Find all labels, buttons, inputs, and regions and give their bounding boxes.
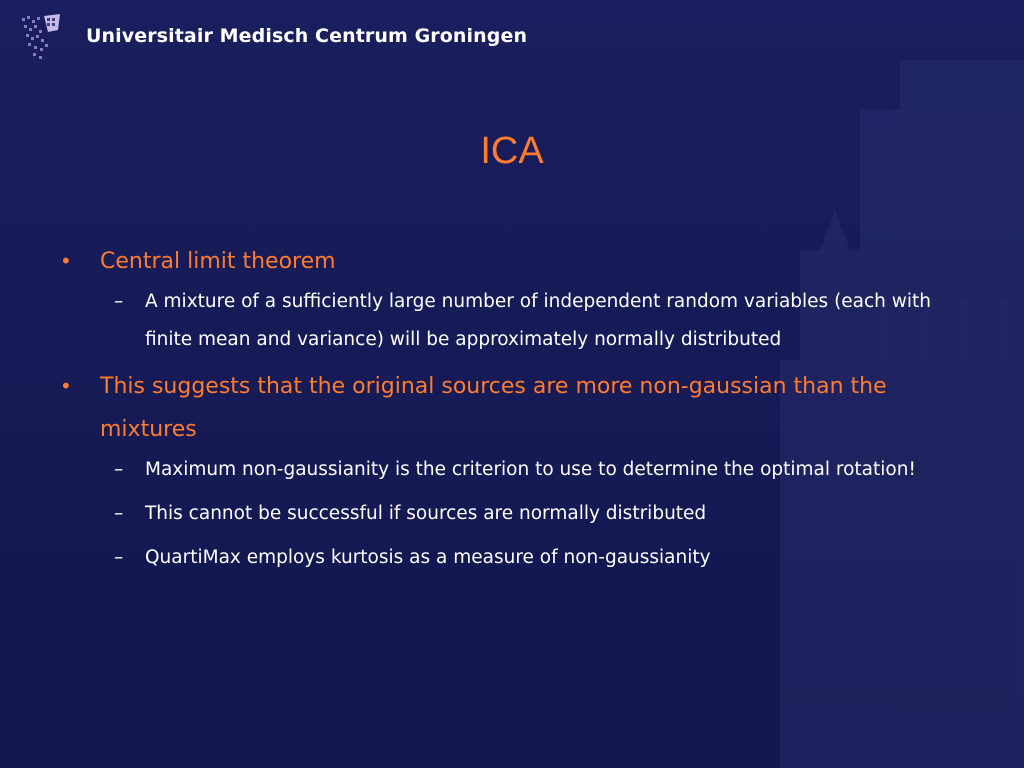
sub-bullet-item bbox=[60, 495, 940, 533]
bullet-marker: • bbox=[60, 249, 72, 273]
sub-bullet-item bbox=[60, 451, 940, 489]
sub-bullet-text: A mixture of a sufficiently large number of independent random variables (each with finite mean and variance) will be approximately normally distributed bbox=[145, 291, 932, 350]
dash-marker: – bbox=[114, 547, 124, 568]
sub-bullet-text: QuartiMax employs kurtosis as a measure of non-gaussianity bbox=[145, 547, 711, 568]
bullet-item bbox=[60, 365, 940, 451]
dash-marker: – bbox=[114, 503, 124, 524]
sub-bullet-text: Maximum non-gaussianity is the criterion to use to determine the optimal rotation! bbox=[145, 459, 916, 480]
sub-bullet-item bbox=[60, 539, 940, 577]
umcg-logo-icon bbox=[14, 8, 70, 64]
bullet-item bbox=[60, 240, 940, 283]
bullet-marker: • bbox=[60, 374, 72, 398]
dash-marker: – bbox=[114, 459, 124, 480]
sub-bullet-item bbox=[60, 283, 940, 359]
header bbox=[14, 8, 527, 64]
sub-bullet-text: This cannot be successful if sources are normally distributed bbox=[145, 503, 707, 524]
bullet-text: Central limit theorem bbox=[100, 249, 336, 274]
slide-content bbox=[60, 240, 940, 583]
slide-title: ICA bbox=[480, 130, 544, 172]
dash-marker: – bbox=[114, 291, 124, 312]
bullet-text: This suggests that the original sources are more non-gaussian than the mixtures bbox=[100, 374, 887, 442]
organization-name: Universitair Medisch Centrum Groningen bbox=[86, 25, 528, 47]
